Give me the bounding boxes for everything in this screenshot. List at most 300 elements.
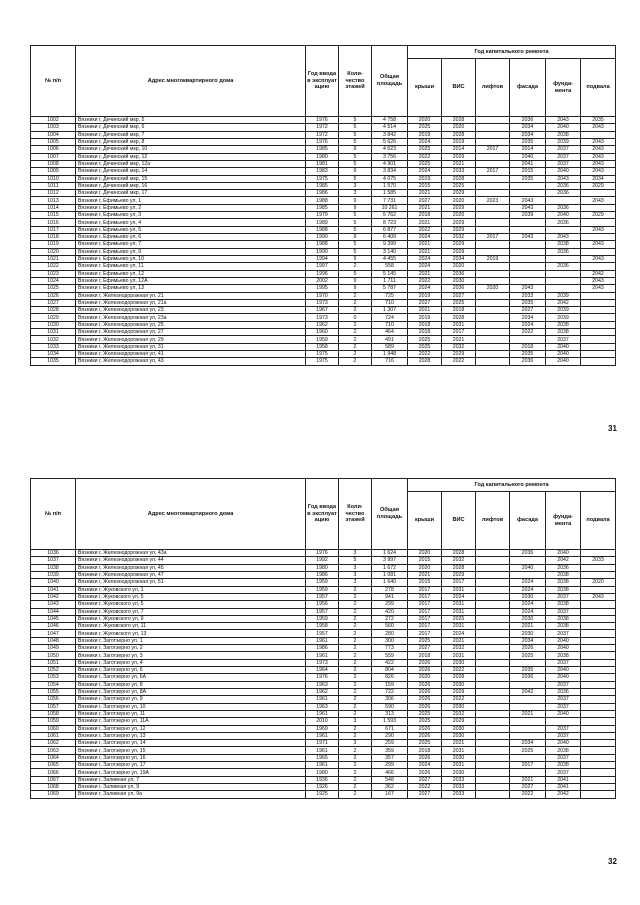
col-header-facade: фасада [510,492,546,550]
cell-facade [510,190,546,197]
cell-floors: 5 [339,557,372,564]
cell-address: Вязники г, Железнодорожная ул, 25 [76,321,306,328]
cell-num: 1035 [31,358,76,365]
cell-elevators: 2023 [476,197,510,204]
cell-basement [581,550,616,557]
col-header-facade: фасада [510,59,546,117]
cell-vis: 2029 [442,351,476,358]
cell-roof: 2020 [408,564,442,571]
cell-address: Вязники г, Железнодорожная ул, 43 [76,358,306,365]
cell-address: Вязники г, Железнодорожная ул, 44 [76,557,306,564]
cell-basement [581,263,616,270]
cell-roof: 2026 [408,696,442,703]
cell-address: Вязники г, Жуковского ул, 9 [76,615,306,622]
cell-roof: 2018 [408,321,442,328]
cell-vis: 2031 [442,321,476,328]
cell-roof: 2024 [408,762,442,769]
cell-num: 1068 [31,784,76,791]
cell-elevators [476,321,510,328]
cell-roof: 2018 [408,212,442,219]
cell-foundation: 2040 [546,637,581,644]
cell-year: 1961 [306,637,339,644]
cell-year: 1959 [306,336,339,343]
cell-foundation: 2038 [546,571,581,578]
cell-elevators: 2020 [476,285,510,292]
cell-facade: 2021 [510,623,546,630]
cell-elevators [476,226,510,233]
cell-basement [581,564,616,571]
cell-vis: 2028 [442,314,476,321]
cell-num: 1041 [31,586,76,593]
table-body [31,550,616,799]
cell-basement [581,248,616,255]
cell-year: 1980 [306,769,339,776]
cell-basement [581,630,616,637]
col-header-roof: крыши [408,59,442,117]
cell-facade: 2040 [510,153,546,160]
cell-vis: 2019 [442,138,476,145]
cell-vis: 2031 [442,652,476,659]
cell-area: 1 307 [372,307,408,314]
cell-foundation: 2040 [546,550,581,557]
cell-facade: 2041 [510,160,546,167]
cell-year: 1997 [306,263,339,270]
table-row [31,659,616,666]
cell-year: 1980 [306,564,339,571]
cell-elevators [476,550,510,557]
cell-basement [581,623,616,630]
cell-facade: 2022 [510,791,546,798]
table-row [31,146,616,153]
cell-basement [581,586,616,593]
cell-address: Вязники г, Дечинский мкр, 8 [76,138,306,145]
cell-roof: 2019 [408,292,442,299]
cell-elevators [476,204,510,211]
cell-floors: 2 [339,747,372,754]
cell-vis: 2031 [442,586,476,593]
cell-roof: 2027 [408,197,442,204]
cell-foundation: 2040 [546,351,581,358]
cell-num: 1054 [31,681,76,688]
table-row [31,190,616,197]
cell-num: 1034 [31,351,76,358]
table-row [31,241,616,248]
table-row [31,637,616,644]
cell-facade [510,659,546,666]
cell-roof: 2024 [408,168,442,175]
cell-floors: 2 [339,762,372,769]
cell-floors: 5 [339,175,372,182]
cell-num: 1067 [31,776,76,783]
cell-basement: 2033 [581,557,616,564]
cell-vis: 2036 [442,285,476,292]
col-header-roof: крыши [408,492,442,550]
cell-area: 590 [372,703,408,710]
cell-address: Вязники г, Ефимьево ул, 11 [76,263,306,270]
cell-year: 1961 [306,710,339,717]
cell-vis: 2031 [442,747,476,754]
table-row [31,124,616,131]
cell-basement [581,703,616,710]
cell-roof: 2024 [408,138,442,145]
cell-num: 1014 [31,204,76,211]
cell-num: 1006 [31,146,76,153]
cell-floors: 2 [339,623,372,630]
cell-floors: 2 [339,791,372,798]
cell-address: Вязники г, Дечинский мкр, 7 [76,131,306,138]
cell-vis: 2031 [442,601,476,608]
cell-num: 1051 [31,659,76,666]
cell-area: 558 [372,263,408,270]
cell-num: 1010 [31,175,76,182]
cell-foundation: 2037 [546,681,581,688]
cell-elevators [476,674,510,681]
cell-area: 6 409 [372,234,408,241]
cell-facade: 2030 [510,630,546,637]
cell-elevators [476,307,510,314]
cell-basement [581,725,616,732]
cell-floors: 2 [339,586,372,593]
capital-repair-table [30,45,616,366]
cell-num: 1046 [31,623,76,630]
cell-elevators [476,718,510,725]
cell-facade: 2036 [510,358,546,365]
cell-facade [510,703,546,710]
cell-foundation: 2037 [546,725,581,732]
capital-repair-table [30,478,616,799]
cell-num: 1002 [31,117,76,124]
cell-elevators [476,732,510,739]
cell-facade: 2026 [510,645,546,652]
cell-area: 422 [372,659,408,666]
cell-facade: 2042 [510,688,546,695]
register-page-32 [30,478,615,799]
cell-vis: 2030 [442,277,476,284]
cell-num: 1043 [31,601,76,608]
cell-year: 1981 [306,160,339,167]
table-row [31,681,616,688]
cell-roof: 2022 [408,351,442,358]
cell-facade: 2024 [510,601,546,608]
cell-roof: 2025 [408,343,442,350]
cell-vis: 2029 [442,153,476,160]
cell-vis: 2017 [442,579,476,586]
cell-elevators [476,747,510,754]
cell-area: 3 842 [372,131,408,138]
table-row [31,226,616,233]
cell-foundation: 2040 [546,740,581,747]
cell-elevators [476,131,510,138]
table-row [31,263,616,270]
cell-vis: 2029 [442,204,476,211]
cell-facade [510,718,546,725]
cell-roof: 2026 [408,725,442,732]
cell-foundation: 2040 [546,358,581,365]
table-row [31,321,616,328]
cell-address: Вязники г, Ефимьево ул, 12 [76,270,306,277]
cell-year: 1988 [306,226,339,233]
cell-address: Вязники г, Ефимьево ул, 10 [76,255,306,262]
cell-elevators [476,776,510,783]
cell-vis: 2018 [442,307,476,314]
cell-floors: 2 [339,593,372,600]
cell-area: 559 [372,652,408,659]
cell-vis: 2032 [442,557,476,564]
cell-facade: 2021 [510,710,546,717]
cell-address: Вязники г, Ефимьево ул, 13 [76,285,306,292]
cell-area: 167 [372,791,408,798]
cell-area: 710 [372,299,408,306]
cell-num: 1013 [31,197,76,204]
cell-vis: 2030 [442,681,476,688]
cell-facade: 2040 [510,564,546,571]
cell-roof: 2027 [408,776,442,783]
cell-roof: 2021 [408,270,442,277]
cell-area: 7 731 [372,197,408,204]
cell-elevators [476,608,510,615]
cell-address: Вязники г, Ефимьево ул, 5 [76,226,306,233]
cell-elevators [476,791,510,798]
cell-roof: 2025 [408,124,442,131]
cell-vis: 2029 [442,219,476,226]
cell-year: 1988 [306,241,339,248]
cell-area: 5 762 [372,212,408,219]
cell-num: 1019 [31,241,76,248]
cell-num: 1057 [31,703,76,710]
cell-foundation: 2043 [546,175,581,182]
cell-elevators [476,710,510,717]
table-row [31,754,616,761]
cell-area: 278 [372,586,408,593]
table-row [31,204,616,211]
cell-foundation [546,285,581,292]
cell-floors: 2 [339,343,372,350]
table-row [31,593,616,600]
cell-basement [581,615,616,622]
cell-facade [510,255,546,262]
cell-address: Вязники г, Дечинский мкр, 10 [76,146,306,153]
col-header-elevators: лифтов [476,492,510,550]
cell-address: Вязники г, Ефимьево ул, 7 [76,241,306,248]
cell-address: Вязники г, Ефимьево ул, 4 [76,219,306,226]
cell-address: Вязники г, Жуковского ул, 5 [76,601,306,608]
cell-foundation: 2039 [546,138,581,145]
cell-basement [581,131,616,138]
cell-address: Вязники г, Заготзерно ул, 10 [76,703,306,710]
cell-facade: 2022 [510,329,546,336]
cell-foundation: 2042 [546,791,581,798]
cell-vis: 2030 [442,659,476,666]
cell-vis: 2029 [442,248,476,255]
cell-roof: 2026 [408,732,442,739]
col-header-num: № п/п [31,479,76,550]
cell-floors: 2 [339,681,372,688]
table-row [31,336,616,343]
cell-num: 1021 [31,255,76,262]
cell-elevators [476,299,510,306]
cell-foundation: 2039 [546,292,581,299]
table-row [31,219,616,226]
cell-area: 306 [372,696,408,703]
cell-address: Вязники г, Заливная ул, 9 [76,784,306,791]
cell-roof: 2018 [408,329,442,336]
cell-num: 1049 [31,645,76,652]
cell-address: Вязники г, Железнодорожная ул, 21а [76,299,306,306]
cell-year: 1963 [306,681,339,688]
cell-elevators [476,667,510,674]
cell-vis: 2030 [442,769,476,776]
cell-basement [581,601,616,608]
cell-year: 1967 [306,307,339,314]
cell-elevators: 2017 [476,146,510,153]
cell-address: Вязники г, Заготзерно ул, 17 [76,762,306,769]
cell-num: 1053 [31,674,76,681]
cell-roof: 2022 [408,226,442,233]
col-header-foundation: фунда-мента [546,492,581,550]
cell-num: 1024 [31,277,76,284]
cell-floors: 2 [339,769,372,776]
cell-facade: 2024 [510,579,546,586]
cell-num: 1022 [31,263,76,270]
cell-roof: 2022 [408,277,442,284]
cell-facade: 2043 [510,285,546,292]
cell-area: 3 997 [372,557,408,564]
cell-area: 299 [372,601,408,608]
cell-foundation [546,197,581,204]
cell-foundation: 2037 [546,336,581,343]
cell-vis: 2025 [442,615,476,622]
cell-area: 300 [372,637,408,644]
cell-floors: 2 [339,667,372,674]
cell-roof: 2018 [408,652,442,659]
cell-roof: 2026 [408,703,442,710]
cell-area: 357 [372,754,408,761]
table-row [31,277,616,284]
table-row [31,652,616,659]
cell-roof: 2024 [408,285,442,292]
cell-foundation: 2038 [546,241,581,248]
table-row [31,329,616,336]
cell-floors: 2 [339,645,372,652]
cell-vis: 2033 [442,776,476,783]
table-row [31,131,616,138]
cell-basement: 2043 [581,593,616,600]
cell-num: 1003 [31,124,76,131]
cell-year: 1971 [306,740,339,747]
cell-floors: 9 [339,168,372,175]
cell-floors: 9 [339,204,372,211]
col-header-group: Год капитального ремонта [408,46,616,59]
cell-address: Вязники г, Заготзерно ул, 13 [76,732,306,739]
cell-roof: 2025 [408,710,442,717]
cell-basement [581,659,616,666]
cell-floors: 5 [339,212,372,219]
table-row [31,732,616,739]
cell-elevators [476,248,510,255]
cell-year: 1986 [306,645,339,652]
cell-area: 5 626 [372,138,408,145]
cell-floors: 2 [339,710,372,717]
cell-year: 1960 [306,329,339,336]
cell-year: 1972 [306,131,339,138]
cell-year: 1956 [306,601,339,608]
cell-foundation [546,226,581,233]
cell-foundation: 2043 [546,117,581,124]
cell-basement [581,292,616,299]
col-header-area: Общая площадь [372,479,408,550]
cell-elevators [476,175,510,182]
cell-address: Вязники г, Ефимьево ул, 2 [76,204,306,211]
cell-elevators [476,182,510,189]
cell-foundation: 2038 [546,329,581,336]
cell-basement [581,343,616,350]
cell-foundation: 2041 [546,784,581,791]
cell-address: Вязники г, Заготзерно ул, 19А [76,769,306,776]
cell-facade [510,725,546,732]
cell-floors: 2 [339,351,372,358]
cell-year: 1990 [306,234,339,241]
cell-year: 1996 [306,270,339,277]
cell-vis: 2027 [442,292,476,299]
cell-facade [510,754,546,761]
cell-num: 1042 [31,593,76,600]
cell-year: 1958 [306,623,339,630]
cell-floors: 5 [339,219,372,226]
cell-area: 1 672 [372,564,408,571]
cell-basement [581,710,616,717]
table-row [31,784,616,791]
cell-num: 1037 [31,557,76,564]
cell-basement: 2043 [581,146,616,153]
cell-address: Вязники г, Железнодорожная ул, 43а [76,550,306,557]
cell-facade: 2034 [510,124,546,131]
cell-area: 4 455 [372,255,408,262]
cell-area: 716 [372,358,408,365]
cell-vis: 2021 [442,336,476,343]
cell-foundation: 2037 [546,146,581,153]
cell-basement: 2043 [581,197,616,204]
cell-num: 1004 [31,131,76,138]
cell-facade: 2043 [510,204,546,211]
cell-basement [581,754,616,761]
cell-area: 773 [372,645,408,652]
cell-roof: 2025 [408,160,442,167]
col-header-basement: подвала [581,59,616,117]
cell-num: 1031 [31,329,76,336]
cell-year: 1980 [306,153,339,160]
cell-basement [581,219,616,226]
cell-address: Вязники г, Ефимьево ул, 12А [76,277,306,284]
table-row [31,725,616,732]
cell-roof: 2021 [408,219,442,226]
cell-floors: 5 [339,124,372,131]
cell-basement [581,314,616,321]
cell-vis: 2022 [442,667,476,674]
cell-elevators [476,138,510,145]
cell-elevators [476,292,510,299]
cell-address: Вязники г, Заливная ул, 7 [76,776,306,783]
cell-elevators [476,219,510,226]
cell-facade: 2035 [510,667,546,674]
cell-address: Вязники г, Железнодорожная ул, 51 [76,579,306,586]
cell-facade [510,263,546,270]
cell-elevators [476,754,510,761]
cell-vis: 2029 [442,226,476,233]
table-row [31,160,616,167]
cell-basement [581,740,616,747]
cell-basement [581,681,616,688]
cell-vis: 2021 [442,740,476,747]
